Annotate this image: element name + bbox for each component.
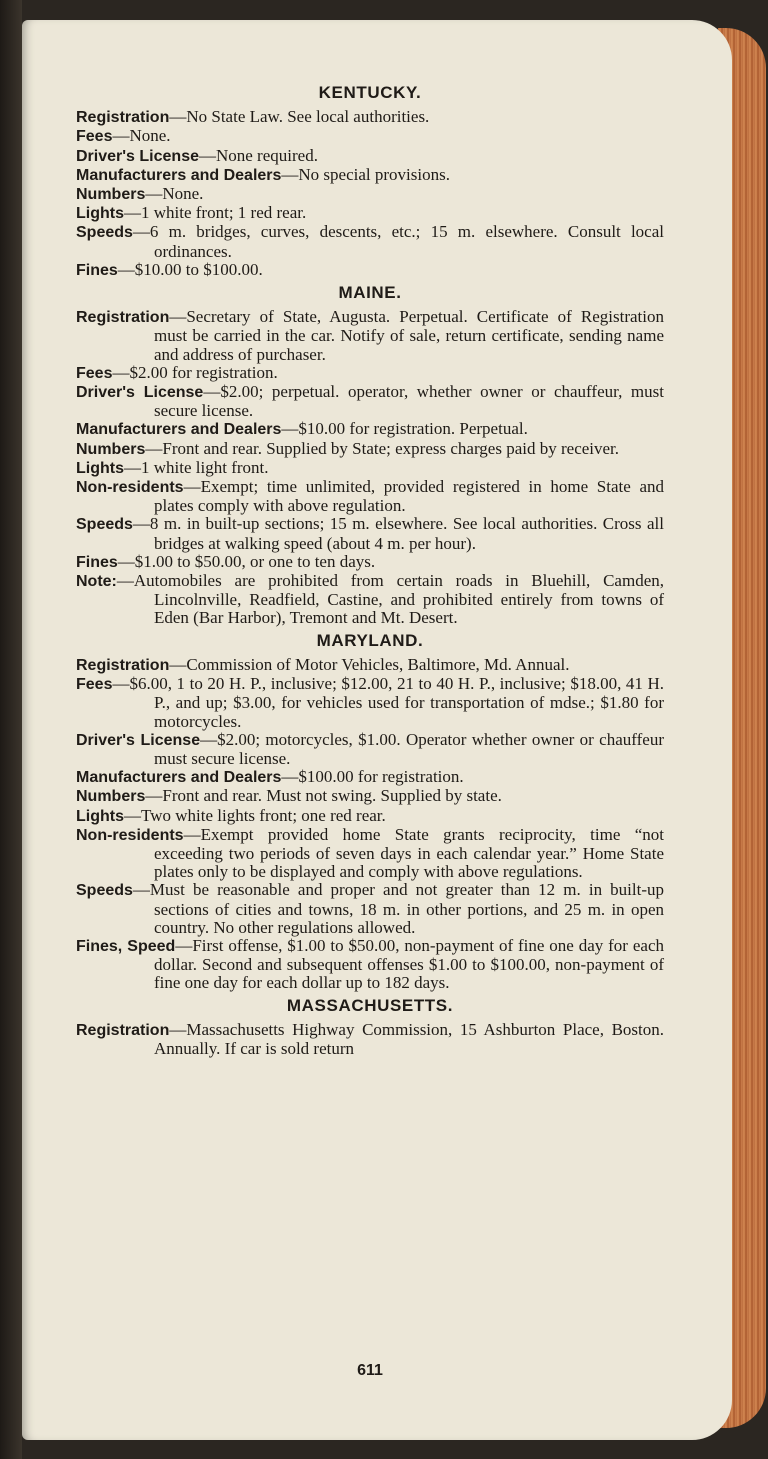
regulation-entry — [76, 478, 664, 515]
entry-text: $100.00 for registration. — [298, 767, 464, 787]
section-title: MAINE. — [338, 283, 402, 303]
regulation-entry — [76, 127, 664, 146]
entry-term: Registration — [76, 109, 170, 127]
entry-text: First offense, $1.00 to $50.00, non-payment of fine one day for each dollar. Second and subsequent offenses $1.00 to $100.00, non-payment of fine one day for each dollar up to 182 days. — [154, 935, 664, 993]
section-maine — [76, 284, 664, 628]
entry-term: Fees — [76, 364, 113, 382]
regulation-entry — [76, 440, 664, 459]
regulation-entry — [76, 383, 664, 420]
entry-dash: — — [117, 551, 135, 571]
entry-text: Front and rear. Must not swing. Supplied by state. — [162, 786, 502, 806]
regulation-entry — [76, 881, 664, 937]
entry-text: $2.00; perpetual. operator, whether owner or chauffeur, must secure license. — [154, 382, 664, 421]
entry-text: Exempt; time unlimited, provided registered in home State and plates comply with above regulation. — [154, 477, 664, 516]
entry-text: $2.00 for registration. — [129, 362, 278, 382]
entry-dash: — — [200, 729, 218, 749]
entry-term: Fees — [76, 128, 113, 146]
entry-text: Automobiles are prohibited from certain roads in Bluehill, Camden, Lincolnville, Readfield, Castine, and prohibited entirely from towns of Eden (Bar Harbor), Tremont and Mt. Desert. — [133, 571, 664, 628]
entry-dash: — — [112, 362, 130, 382]
regulation-entry — [76, 937, 664, 993]
entry-dash: — — [183, 824, 201, 844]
entry-term: Registration — [76, 1021, 170, 1039]
entry-term: Numbers — [76, 440, 146, 458]
entry-dash: — — [169, 1019, 187, 1039]
entry-term: Speeds — [76, 224, 133, 242]
regulation-entry — [76, 108, 664, 127]
entry-dash: — — [281, 767, 299, 787]
entry-text: $10.00 for registration. Perpetual. — [298, 419, 528, 439]
entry-text: Two white lights front; one red rear. — [141, 805, 386, 825]
section-title: MARYLAND. — [316, 630, 424, 650]
regulation-entry — [76, 364, 664, 383]
entry-text: 6 m. bridges, curves, descents, etc.; 15 m. elsewhere. Consult local ordinances. — [149, 222, 664, 261]
entry-text: $10.00 to $100.00. — [134, 259, 263, 279]
entry-term: Fines — [76, 553, 118, 571]
regulation-entry — [76, 731, 664, 768]
entry-term: Lights — [76, 807, 124, 825]
entry-term: Speeds — [76, 516, 133, 534]
regulation-entry — [76, 826, 664, 882]
entry-term: Registration — [76, 309, 170, 327]
page-number: 611 — [357, 1362, 383, 1379]
entry-dash: — — [281, 419, 299, 439]
entry-text: No State Law. See local authorities. — [186, 107, 430, 127]
entry-dash: — — [203, 382, 221, 402]
entry-term: Non-residents — [76, 479, 184, 497]
entry-term: Fees — [76, 676, 113, 694]
entry-dash: — — [132, 880, 150, 900]
entry-text: 8 m. in built-up sections; 15 m. elsewhere. See local authorities. Cross all bridges at walking speed (about 4 m. per hour). — [149, 514, 664, 553]
regulation-entry — [76, 807, 664, 826]
entry-dash: — — [145, 786, 163, 806]
entry-term: Speeds — [76, 882, 133, 900]
regulation-entry — [76, 656, 664, 675]
entry-dash: — — [145, 184, 163, 204]
entry-text: Must be reasonable and proper and not greater than 12 m. in built-up sections of cities and towns, 18 m. in other portions, and 25 m. in open country. No other regulations allowed. — [149, 880, 664, 937]
entry-dash: — — [112, 674, 130, 694]
entry-term: Driver's License — [76, 384, 204, 402]
section-title: MASSACHUSETTS. — [286, 995, 454, 1015]
entry-text: No special provisions. — [298, 164, 450, 184]
entry-term: Numbers — [76, 788, 146, 806]
entry-text: $1.00 to $50.00, or one to ten days. — [134, 551, 376, 571]
entry-term: Non-residents — [76, 826, 184, 844]
entry-dash: — — [281, 164, 299, 184]
regulation-entry — [76, 147, 664, 166]
regulation-entry — [76, 787, 664, 806]
regulation-entry — [76, 223, 664, 260]
entry-term: Driver's License — [76, 731, 201, 749]
entry-text: Exempt provided home State grants reciprocity, time “not exceeding two periods of seven days in each calendar year.” Home State plates only to be displayed and comply with above regulations. — [154, 824, 664, 882]
entry-dash: — — [112, 126, 130, 146]
entry-text: $2.00; motorcycles, $1.00. Operator whether owner or chauffeur must secure license. — [154, 729, 664, 768]
entry-term: Manufacturers and Dealers — [76, 166, 282, 184]
entry-dash: — — [169, 107, 187, 127]
entry-text: 1 white light front. — [141, 457, 269, 477]
regulation-entry — [76, 308, 664, 364]
entry-dash: — — [116, 571, 134, 591]
entry-text: None. — [162, 184, 204, 204]
entry-text: Secretary of State, Augusta. Perpetual. Certificate of Registration must be carried in the car. Notify of sale, return certificate, sending name and address of purchaser. — [154, 307, 664, 364]
regulation-entry — [76, 420, 664, 439]
entry-term: Fines, Speed — [76, 937, 176, 955]
regulation-entry — [76, 675, 664, 731]
entry-dash: — — [124, 805, 141, 825]
entry-term: Manufacturers and Dealers — [76, 421, 282, 439]
entry-dash: — — [198, 145, 216, 165]
entry-term: Lights — [76, 459, 124, 477]
regulation-entry — [76, 768, 664, 787]
entry-dash: — — [175, 935, 193, 955]
entry-dash: — — [132, 222, 150, 242]
entry-text: $6.00, 1 to 20 H. P., inclusive; $12.00, 21 to 40 H. P., inclusive; $18.00, 41 H. P., and up; $3.00, for vehicles used for transportation of mdse.; $1.80 for motorcycles. — [129, 674, 664, 731]
entry-dash: — — [169, 307, 187, 327]
entry-text: Commission of Motor Vehicles, Baltimore, Md. Annual. — [186, 654, 570, 674]
regulation-entry — [76, 553, 664, 572]
entry-text: Massachusetts Highway Commission, 15 Ashburton Place, Boston. Annually. If car is sold return — [154, 1019, 664, 1058]
regulation-entry — [76, 515, 664, 552]
page-content — [76, 80, 664, 1058]
regulation-entry — [76, 459, 664, 478]
entry-term: Driver's License — [76, 147, 199, 165]
entry-term: Lights — [76, 205, 124, 223]
entry-text: Front and rear. Supplied by State; express charges paid by receiver. — [162, 438, 620, 458]
regulation-entry — [76, 1021, 664, 1058]
entry-dash: — — [169, 654, 187, 674]
regulation-entry — [76, 185, 664, 204]
entry-term: Numbers — [76, 186, 146, 204]
entry-term: Registration — [76, 656, 170, 674]
entry-term: Manufacturers and Dealers — [76, 769, 282, 787]
entry-text: None. — [129, 126, 171, 146]
section-title: KENTUCKY. — [318, 83, 422, 102]
section-massachusetts — [76, 997, 664, 1059]
entry-dash: — — [183, 477, 201, 497]
section-maryland — [76, 632, 664, 993]
entry-term: Note: — [76, 573, 117, 591]
entry-dash: — — [124, 457, 141, 477]
regulation-entry — [76, 261, 664, 280]
section-kentucky — [76, 84, 664, 280]
regulation-entry — [76, 166, 664, 185]
entry-text: None required. — [215, 145, 318, 165]
entry-dash: — — [132, 514, 150, 534]
regulation-entry — [76, 572, 664, 628]
entry-term: Fines — [76, 261, 118, 279]
book-binding — [0, 0, 22, 1459]
entry-dash: — — [117, 259, 135, 279]
regulation-entry — [76, 204, 664, 223]
entry-text: 1 white front; 1 red rear. — [141, 203, 307, 223]
entry-dash: — — [145, 438, 163, 458]
entry-dash: — — [124, 203, 141, 223]
